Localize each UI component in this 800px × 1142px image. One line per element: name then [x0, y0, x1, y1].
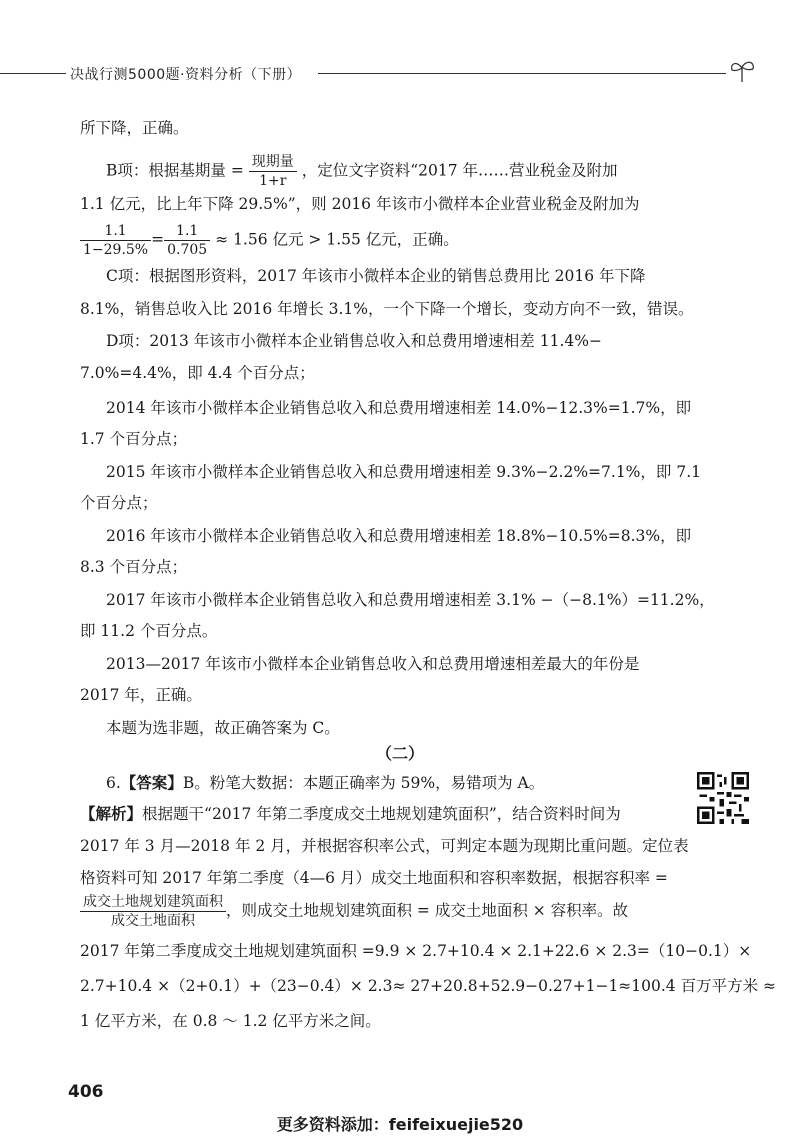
fraction-base-formula [249, 153, 297, 190]
text-line: 所下降，正确。 [80, 119, 189, 137]
fraction-denominator: 0.705 [167, 242, 208, 258]
text-span: 根据题干“2017 年第二季度成交土地规划建筑面积”，结合资料时间为 [142, 805, 621, 823]
text-line: 个百分点； [80, 494, 158, 512]
text-line: 2017 年，正确。 [80, 686, 202, 704]
text-line: 2017 年 3 月—2018 年 2 月，并根据容积率公式，可判定本题为现期比重问题。定位表 [80, 837, 689, 855]
text-line: 1 亿平方米，在 0.8 ～ 1.2 亿平方米之间。 [80, 1012, 381, 1030]
fraction-numerator: 1.1 [80, 222, 151, 241]
book-title: 决战行测5000题·资料分析（下册） [70, 67, 302, 83]
analysis-line [80, 803, 621, 825]
page-number: 406 [68, 1082, 104, 1102]
text-line: 2017 年第二季度成交土地规划建筑面积 =9.9 × 2.7+10.4 × 2.1+22.6 × 2.3=（10−0.1）× [80, 942, 752, 960]
text-line: D项：2013 年该市小微样本企业销售总收入和总费用增速相差 11.4%− [106, 332, 602, 350]
text-line: 7.0%=4.4%，即 4.4 个百分点； [80, 364, 315, 382]
fraction-numerator: 现期量 [249, 153, 297, 172]
text-span: B项：根据基期量 = [106, 161, 244, 180]
fraction-numerator: 1.1 [164, 222, 210, 241]
text-line: 格资料可知 2017 年第二季度（4—6 月）成交土地面积和容积率数据，根据容积率 = [80, 869, 668, 887]
text-line: 2014 年该市小微样本企业销售总收入和总费用增速相差 14.0%−12.3%=1.7%，即 [106, 399, 692, 417]
fraction-denominator: 1−29.5% [83, 242, 149, 258]
text-line: 2017 年该市小微样本企业销售总收入和总费用增速相差 3.1% −（−8.1%）=11.2%， [106, 591, 715, 609]
header-rule-right [318, 73, 726, 74]
fraction [164, 222, 210, 259]
section-title: （二） [375, 744, 424, 763]
running-header [0, 64, 800, 84]
text-line: 即 11.2 个百分点。 [80, 622, 218, 640]
text-line: 1.7 个百分点； [80, 430, 188, 448]
text-line: 本题为选非题，故正确答案为 C。 [106, 719, 340, 737]
footer-note: 更多资料添加：feifeixuejie520 [276, 1115, 524, 1134]
fraction-denominator: 1+r [259, 173, 287, 189]
qr-code-icon[interactable] [697, 772, 749, 824]
text-line: 2.7+10.4 ×（2+0.1）+（23−0.4）× 2.3≈ 27+20.8+52.9−0.27+1−1≈100.4 百万平方米 ≈ [80, 977, 777, 995]
sprout-icon [728, 58, 758, 84]
header-rule-left [0, 73, 66, 74]
text-line: 8.3 个百分点； [80, 558, 188, 576]
text-span: ，定位文字资料“2017 年……营业税金及附加 [301, 161, 618, 180]
text-line: C项：根据图形资料，2017 年该市小微样本企业的销售总费用比 2016 年下降 [106, 267, 646, 285]
option-b-formula-line [106, 153, 618, 190]
computation-line: $\frac{1.1}{1-29.5\%}$ = $\frac{1.1}{0.705}$ ≈ 1.56 亿元 > 1.55 亿元，正确。 [80, 222, 459, 259]
ratio-formula-line [80, 893, 628, 930]
fraction-numerator: 成交土地规划建筑面积 [80, 893, 226, 912]
text-line: 1.1 亿元，比上年下降 29.5%”，则 2016 年该市小微样本企业营业税金及附加为 [80, 195, 640, 213]
analysis-tag: 【解析】 [80, 805, 143, 823]
text-span: ≈ 1.56 亿元 > 1.55 亿元，正确。 [215, 230, 459, 249]
answer-text: B。粉笔大数据：本题正确率为 59%，易错项为 A。 [182, 774, 545, 792]
fraction [80, 222, 151, 259]
text-line: 2015 年该市小微样本企业销售总收入和总费用增速相差 9.3%−2.2%=7.1%，即 7.1 [106, 463, 701, 481]
answer-tag: 【答案】 [120, 774, 183, 792]
question-number: 6. [106, 774, 121, 792]
text-line: 8.1%，销售总收入比 2016 年增长 3.1%，一个下降一个增长，变动方向不一致，错误。 [80, 300, 694, 318]
answer-line [106, 772, 544, 794]
fraction-plot-ratio [80, 893, 226, 930]
text-line: 2016 年该市小微样本企业销售总收入和总费用增速相差 18.8%−10.5%=8.3%，即 [106, 527, 692, 545]
text-line: 2013—2017 年该市小微样本企业销售总收入和总费用增速相差最大的年份是 [106, 655, 640, 673]
text-span: ，则成交土地规划建筑面积 = 成交土地面积 × 容积率。故 [226, 901, 629, 920]
fraction-denominator: 成交土地面积 [111, 913, 195, 929]
